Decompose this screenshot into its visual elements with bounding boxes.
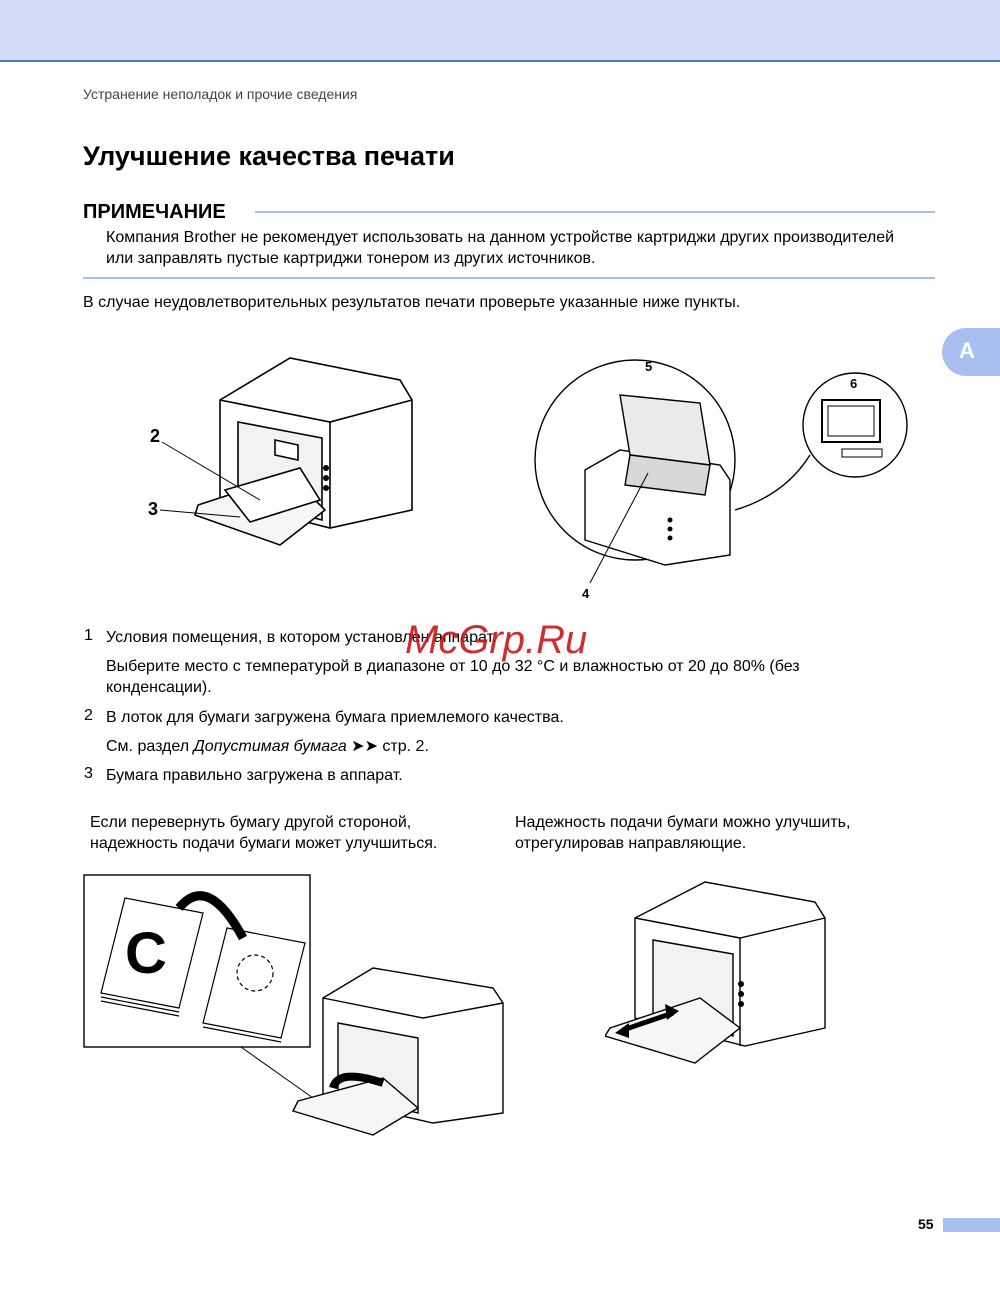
watermark: McGrp.Ru: [405, 618, 588, 662]
item-2-number: 2: [84, 707, 93, 724]
item-1-number: 1: [84, 627, 93, 644]
page-title: Улучшение качества печати: [83, 141, 455, 171]
item-1-text: Условия помещения, в котором установлен аппарат.: [106, 629, 497, 646]
item-2-reference: [106, 736, 906, 757]
note-divider-top: [255, 211, 935, 213]
page-number-bar: [943, 1218, 1000, 1232]
right-column-caption: Надежность подачи бумаги можно улучшить, отрегулировав направляющие.: [515, 814, 851, 852]
item-3-number: 3: [84, 765, 93, 782]
top-band: [0, 0, 1000, 62]
item-2-reference-suffix: стр. 2.: [377, 738, 429, 755]
item-3-text: Бумага правильно загружена в аппарат.: [106, 767, 403, 784]
item-2-reference-prefix: См. раздел: [106, 738, 194, 755]
printer-tray-illustration: [140, 350, 430, 550]
page-number: 55: [918, 1216, 934, 1232]
note-text: Компания Brother не рекомендует использовать на данном устройстве картриджи других производителей или заправлять пустые картриджи тонером из других источников.: [106, 229, 895, 267]
intro-text: В случае неудовлетворительных результатов печати проверьте указанные ниже пункты.: [83, 294, 741, 311]
callout-6: 6: [850, 376, 858, 391]
callout-4: 4: [582, 586, 590, 601]
item-2-text: В лоток для бумаги загружена бумага приемлемого качества.: [106, 709, 564, 726]
callout-3: 3: [148, 499, 159, 519]
double-arrow-icon: ➤➤: [346, 738, 378, 755]
adjust-guides-illustration: [605, 878, 830, 1068]
breadcrumb: Устранение неполадок и прочие сведения: [83, 86, 358, 102]
callout-5: 5: [645, 359, 653, 374]
item-1-detail: Выберите место с температурой в диапазоне от 10 до 32 °C и влажностью от 20 до 80% (без конденсации).: [106, 658, 800, 696]
chapter-tab[interactable]: [942, 328, 1000, 376]
note-label: ПРИМЕЧАНИЕ: [83, 201, 226, 223]
printer-open-computer-illustration: [530, 355, 920, 605]
flip-paper-illustration: [83, 873, 513, 1143]
note-divider-bottom: [83, 277, 935, 279]
left-column-caption: Если перевернуть бумагу другой стороной, надежность подачи бумаги может улучшиться.: [90, 814, 438, 852]
supported-paper-link[interactable]: Допустимая бумага: [193, 738, 347, 755]
chapter-tab-label: A: [959, 338, 975, 363]
paper-letter-c: C: [125, 921, 167, 986]
callout-2: 2: [150, 426, 161, 446]
